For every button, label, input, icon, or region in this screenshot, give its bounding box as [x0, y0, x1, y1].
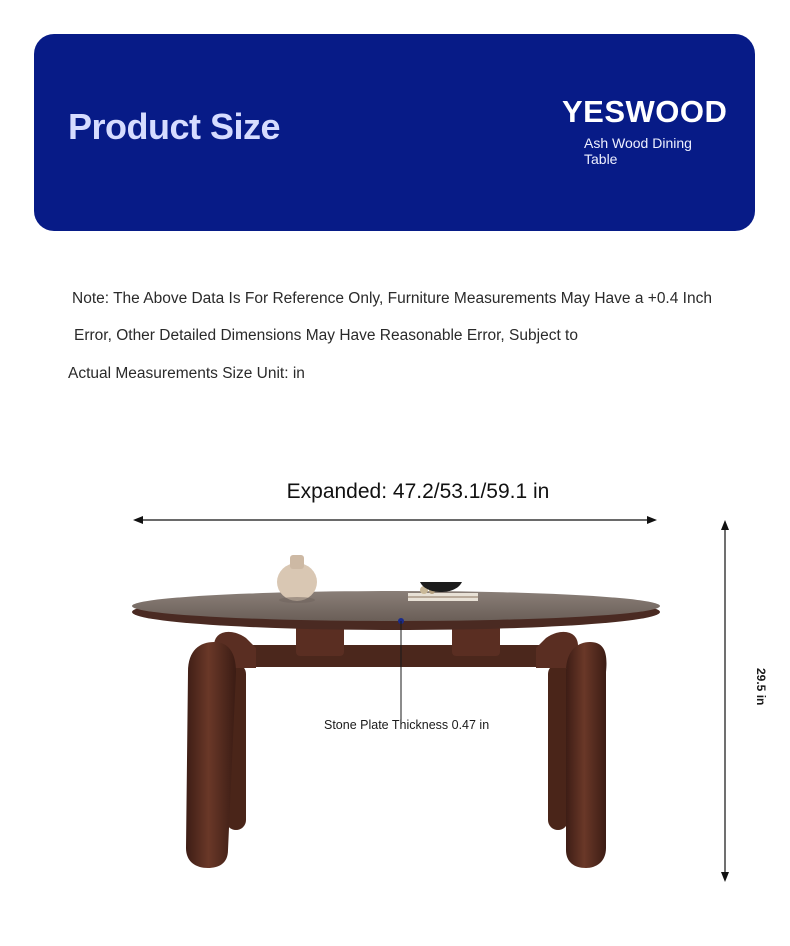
height-label: 29.5 in	[754, 668, 768, 706]
height-arrow	[721, 520, 729, 882]
expanded-width-label: Expanded: 47.2/53.1/59.1 in	[286, 480, 550, 503]
brand-logo: YESWOOD	[562, 94, 728, 129]
front-legs	[186, 642, 606, 868]
width-arrow	[133, 516, 657, 524]
note-line-2: Error, Other Detailed Dimensions May Have Reasonable Error, Subject to	[74, 327, 578, 344]
back-legs	[226, 664, 568, 830]
page-title: Product Size	[68, 106, 281, 147]
stone-plate-label: Stone Plate Thickness 0.47 in	[324, 718, 490, 732]
table-top	[132, 591, 660, 630]
product-subtitle: Ash Wood Dining Table	[584, 135, 692, 167]
note-line-1: Note: The Above Data Is For Reference Only, Furniture Measurements May Have a +0.4 Inch	[72, 290, 712, 307]
note-line-3: Actual Measurements Size Unit: in	[68, 365, 305, 382]
stone-plate-marker	[398, 618, 404, 728]
table-frame	[214, 624, 578, 668]
